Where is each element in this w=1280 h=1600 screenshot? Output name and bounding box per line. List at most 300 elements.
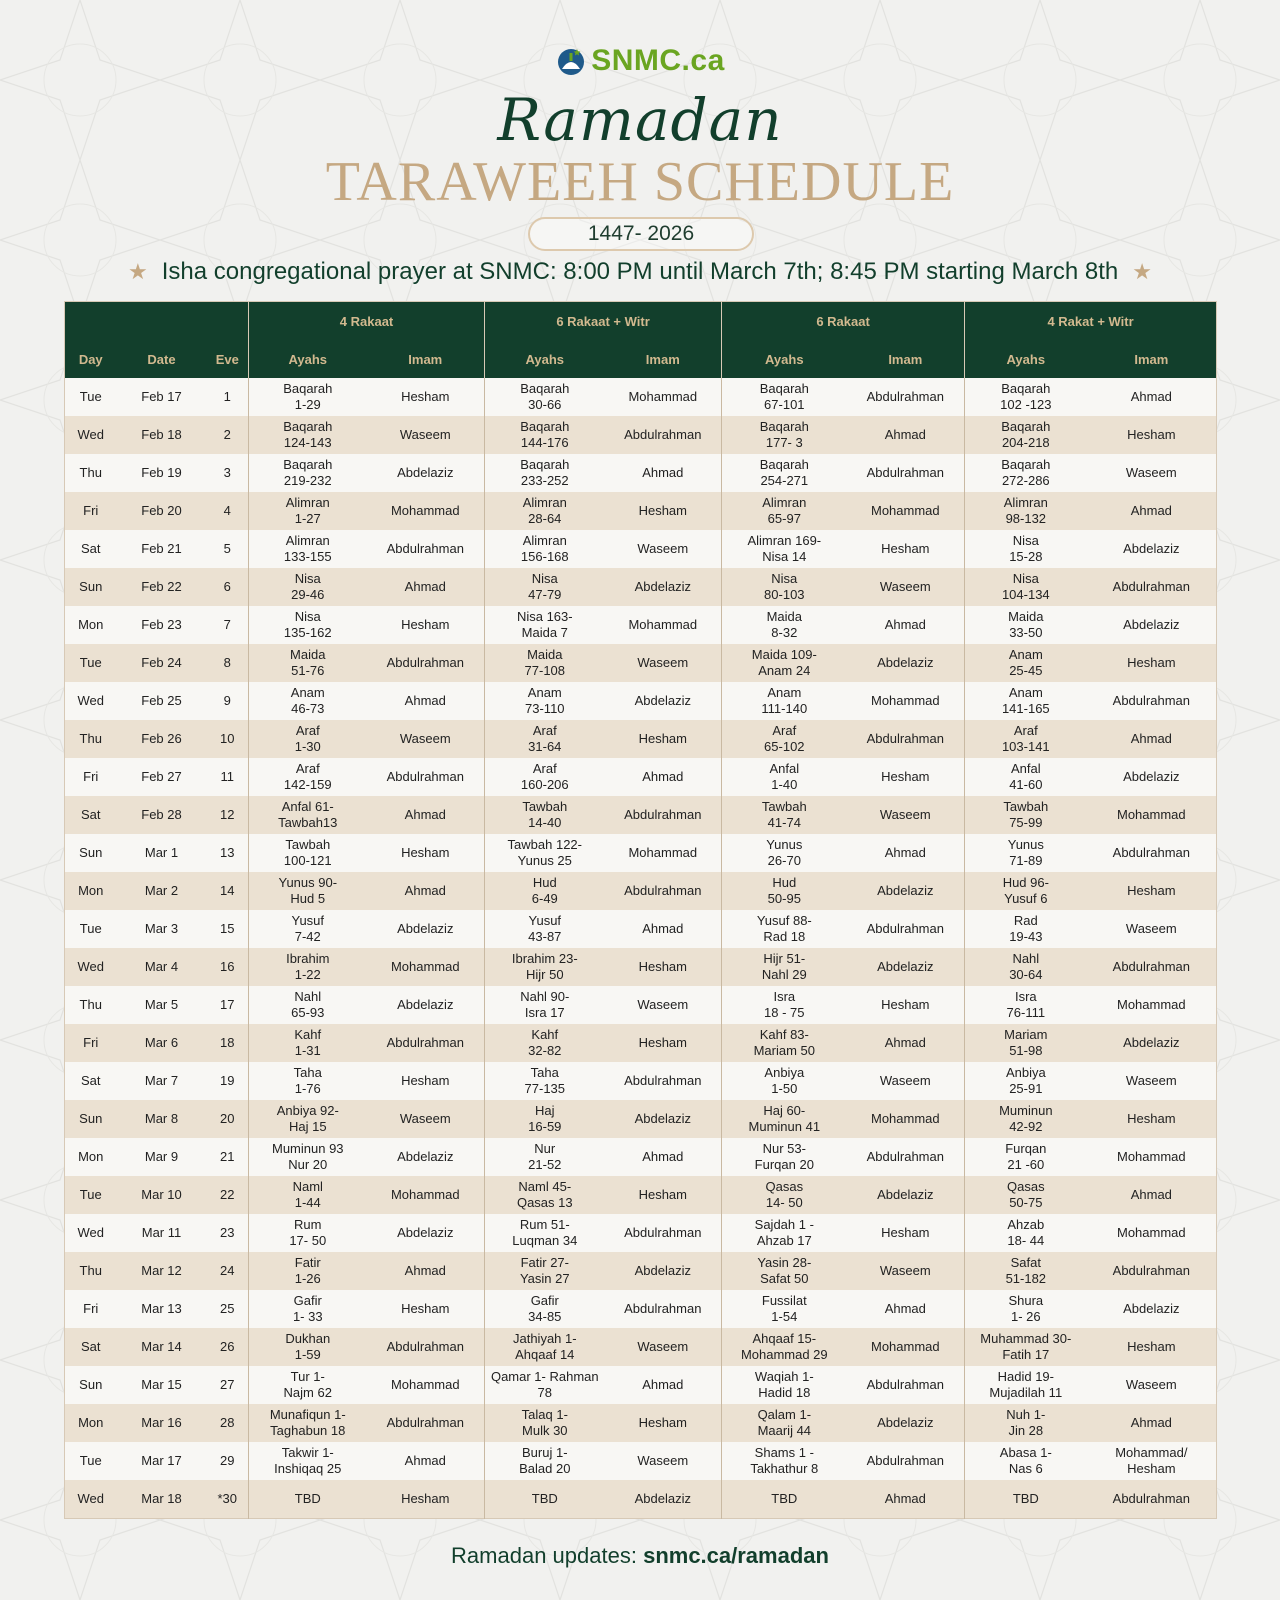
cell-imam: Abdulrahman xyxy=(1087,682,1217,720)
cell-ayahs: Fussilat 1-54 xyxy=(722,1290,847,1328)
column-header-imam: Imam xyxy=(1087,340,1217,378)
cell-ayahs: Yunus 90- Hud 5 xyxy=(249,872,367,910)
cell-ayahs: Alimran 28-64 xyxy=(485,492,605,530)
cell-imam: Hesham xyxy=(847,1214,965,1252)
cell-eve: 10 xyxy=(207,720,249,758)
cell-ayahs: Tawbah 41-74 xyxy=(722,796,847,834)
cell-imam: Mohammad xyxy=(847,682,965,720)
cell-imam: Hesham xyxy=(847,758,965,796)
cell-imam: Waseem xyxy=(605,986,722,1024)
cell-day: Wed xyxy=(65,1214,117,1252)
table-row xyxy=(65,1290,1217,1328)
cell-imam: Waseem xyxy=(367,720,485,758)
cell-day: Sun xyxy=(65,568,117,606)
cell-imam: Ahmad xyxy=(847,834,965,872)
cell-ayahs: Rum 17- 50 xyxy=(249,1214,367,1252)
cell-imam: Hesham xyxy=(367,1480,485,1519)
cell-imam: Abdulrahman xyxy=(847,378,965,416)
cell-imam: Ahmad xyxy=(367,872,485,910)
cell-imam: Hesham xyxy=(367,1290,485,1328)
cell-imam: Abdulrahman xyxy=(605,1062,722,1100)
cell-eve: 20 xyxy=(207,1100,249,1138)
cell-imam: Ahmad xyxy=(367,568,485,606)
cell-ayahs: Tawbah 75-99 xyxy=(965,796,1087,834)
cell-imam: Waseem xyxy=(605,1442,722,1480)
cell-imam: Abdelaziz xyxy=(367,986,485,1024)
cell-ayahs: Maida 109- Anam 24 xyxy=(722,644,847,682)
cell-date: Mar 7 xyxy=(117,1062,207,1100)
isha-notice-text: Isha congregational prayer at SNMC: 8:00 PM until March 7th; 8:45 PM starting March 8th xyxy=(161,258,1119,285)
cell-ayahs: Anbiya 1-50 xyxy=(722,1062,847,1100)
cell-date: Mar 13 xyxy=(117,1290,207,1328)
cell-date: Mar 3 xyxy=(117,910,207,948)
cell-ayahs: Mariam 51-98 xyxy=(965,1024,1087,1062)
cell-day: Tue xyxy=(65,378,117,416)
cell-ayahs: Baqarah 102 -123 xyxy=(965,378,1087,416)
cell-eve: 25 xyxy=(207,1290,249,1328)
table-row xyxy=(65,492,1217,530)
cell-day: Sat xyxy=(65,1062,117,1100)
cell-ayahs: Tawbah 100-121 xyxy=(249,834,367,872)
cell-imam: Ahmad xyxy=(847,416,965,454)
isha-notice xyxy=(0,258,1280,286)
table-row xyxy=(65,1176,1217,1214)
cell-imam: Hesham xyxy=(1087,1328,1217,1366)
table-row xyxy=(65,378,1217,416)
cell-imam: Mohammad xyxy=(605,378,722,416)
cell-eve: 13 xyxy=(207,834,249,872)
cell-ayahs: Qasas 14- 50 xyxy=(722,1176,847,1214)
cell-ayahs: Baqarah 30-66 xyxy=(485,378,605,416)
cell-ayahs: Taha 1-76 xyxy=(249,1062,367,1100)
cell-imam: Ahmad xyxy=(605,758,722,796)
cell-date: Feb 25 xyxy=(117,682,207,720)
cell-imam: Mohammad xyxy=(847,492,965,530)
table-row xyxy=(65,1442,1217,1480)
cell-ayahs: Fatir 27- Yasin 27 xyxy=(485,1252,605,1290)
cell-imam: Ahmad xyxy=(605,910,722,948)
cell-ayahs: Araf 65-102 xyxy=(722,720,847,758)
cell-ayahs: Haj 60- Muminun 41 xyxy=(722,1100,847,1138)
schedule-body xyxy=(65,378,1217,1519)
cell-ayahs: Baqarah 219-232 xyxy=(249,454,367,492)
cell-date: Mar 12 xyxy=(117,1252,207,1290)
cell-imam: Abdelaziz xyxy=(367,1138,485,1176)
cell-imam: Waseem xyxy=(605,530,722,568)
cell-ayahs: Taha 77-135 xyxy=(485,1062,605,1100)
cell-day: Wed xyxy=(65,948,117,986)
cell-imam: Hesham xyxy=(367,378,485,416)
cell-ayahs: Anbiya 92- Haj 15 xyxy=(249,1100,367,1138)
cell-ayahs: Nisa 80-103 xyxy=(722,568,847,606)
cell-ayahs: Anam 73-110 xyxy=(485,682,605,720)
footer xyxy=(0,1543,1280,1569)
cell-day: Tue xyxy=(65,644,117,682)
cell-eve: 5 xyxy=(207,530,249,568)
cell-ayahs: Araf 31-64 xyxy=(485,720,605,758)
cell-imam: Abdulrahman xyxy=(847,910,965,948)
cell-ayahs: Nuh 1- Jin 28 xyxy=(965,1404,1087,1442)
cell-date: Feb 21 xyxy=(117,530,207,568)
cell-imam: Ahmad xyxy=(1087,720,1217,758)
cell-imam: Hesham xyxy=(605,1024,722,1062)
cell-ayahs: Kahf 1-31 xyxy=(249,1024,367,1062)
cell-ayahs: Talaq 1- Mulk 30 xyxy=(485,1404,605,1442)
cell-ayahs: Baqarah 254-271 xyxy=(722,454,847,492)
cell-date: Mar 9 xyxy=(117,1138,207,1176)
group-header: 6 Rakaat + Witr xyxy=(485,302,722,341)
cell-imam: Abdelaziz xyxy=(1087,1024,1217,1062)
cell-imam: Abdelaziz xyxy=(847,1404,965,1442)
cell-imam: Abdulrahman xyxy=(605,872,722,910)
cell-day: Fri xyxy=(65,758,117,796)
cell-eve: 17 xyxy=(207,986,249,1024)
cell-imam: Abdelaziz xyxy=(847,948,965,986)
cell-imam: Abdelaziz xyxy=(847,872,965,910)
cell-imam: Ahmad xyxy=(847,1290,965,1328)
cell-ayahs: Nahl 90- Isra 17 xyxy=(485,986,605,1024)
cell-date: Feb 19 xyxy=(117,454,207,492)
group-header-row xyxy=(65,302,1217,341)
table-row xyxy=(65,1214,1217,1252)
cell-ayahs: Nisa 47-79 xyxy=(485,568,605,606)
cell-ayahs: Haj 16-59 xyxy=(485,1100,605,1138)
cell-ayahs: Nisa 15-28 xyxy=(965,530,1087,568)
cell-imam: Ahmad xyxy=(1087,1176,1217,1214)
cell-imam: Mohammad xyxy=(1087,1138,1217,1176)
cell-day: Sat xyxy=(65,1328,117,1366)
cell-ayahs: Anam 25-45 xyxy=(965,644,1087,682)
cell-day: Wed xyxy=(65,1480,117,1519)
cell-imam: Ahmad xyxy=(605,1138,722,1176)
table-row xyxy=(65,682,1217,720)
column-header-eve: Eve xyxy=(207,340,249,378)
cell-imam: Ahmad xyxy=(367,1252,485,1290)
logo-text: SNMC.ca xyxy=(591,44,725,77)
cell-ayahs: Baqarah 272-286 xyxy=(965,454,1087,492)
cell-ayahs: Yunus 71-89 xyxy=(965,834,1087,872)
cell-ayahs: Safat 51-182 xyxy=(965,1252,1087,1290)
cell-ayahs: Kahf 32-82 xyxy=(485,1024,605,1062)
cell-ayahs: Rum 51- Luqman 34 xyxy=(485,1214,605,1252)
cell-ayahs: Araf 1-30 xyxy=(249,720,367,758)
cell-imam: Abdulrahman xyxy=(847,454,965,492)
cell-ayahs: Yusuf 43-87 xyxy=(485,910,605,948)
cell-day: Wed xyxy=(65,416,117,454)
cell-imam: Abdulrahman xyxy=(605,796,722,834)
cell-imam: Abdulrahman xyxy=(367,530,485,568)
cell-ayahs: Alimran 98-132 xyxy=(965,492,1087,530)
cell-eve: 19 xyxy=(207,1062,249,1100)
cell-imam: Ahmad xyxy=(847,606,965,644)
cell-ayahs: Dukhan 1-59 xyxy=(249,1328,367,1366)
cell-date: Mar 2 xyxy=(117,872,207,910)
cell-imam: Abdulrahman xyxy=(847,720,965,758)
cell-imam: Ahmad xyxy=(1087,1404,1217,1442)
cell-ayahs: Baqarah 177- 3 xyxy=(722,416,847,454)
cell-day: Fri xyxy=(65,1024,117,1062)
cell-ayahs: Alimran 169- Nisa 14 xyxy=(722,530,847,568)
table-row xyxy=(65,454,1217,492)
cell-eve: 18 xyxy=(207,1024,249,1062)
cell-imam: Abdelaziz xyxy=(847,644,965,682)
cell-eve: 11 xyxy=(207,758,249,796)
cell-ayahs: Anam 111-140 xyxy=(722,682,847,720)
cell-date: Mar 16 xyxy=(117,1404,207,1442)
table-row xyxy=(65,758,1217,796)
cell-ayahs: Nahl 30-64 xyxy=(965,948,1087,986)
cell-imam: Hesham xyxy=(1087,1100,1217,1138)
cell-imam: Abdelaziz xyxy=(605,682,722,720)
cell-eve: *30 xyxy=(207,1480,249,1519)
cell-day: Mon xyxy=(65,872,117,910)
cell-day: Sun xyxy=(65,1100,117,1138)
cell-imam: Hesham xyxy=(1087,644,1217,682)
cell-imam: Ahmad xyxy=(1087,492,1217,530)
cell-imam: Abdulrahman xyxy=(367,1328,485,1366)
cell-imam: Abdulrahman xyxy=(1087,1480,1217,1519)
script-title: Ramadan xyxy=(497,86,783,154)
table-row xyxy=(65,1366,1217,1404)
cell-ayahs: Qasas 50-75 xyxy=(965,1176,1087,1214)
cell-imam: Hesham xyxy=(1087,416,1217,454)
cell-imam: Waseem xyxy=(1087,1366,1217,1404)
group-header: 6 Rakaat xyxy=(722,302,965,341)
cell-ayahs: Nur 53- Furqan 20 xyxy=(722,1138,847,1176)
cell-imam: Abdulrahman xyxy=(605,1290,722,1328)
cell-date: Feb 17 xyxy=(117,378,207,416)
table-row xyxy=(65,834,1217,872)
cell-eve: 29 xyxy=(207,1442,249,1480)
cell-imam: Abdulrahman xyxy=(605,1214,722,1252)
cell-day: Fri xyxy=(65,492,117,530)
cell-ayahs: Baqarah 233-252 xyxy=(485,454,605,492)
year-badge: 1447- 2026 xyxy=(528,217,754,251)
cell-eve: 16 xyxy=(207,948,249,986)
cell-imam: Mohammad/ Hesham xyxy=(1087,1442,1217,1480)
cell-eve: 3 xyxy=(207,454,249,492)
cell-date: Mar 6 xyxy=(117,1024,207,1062)
cell-imam: Mohammad xyxy=(847,1328,965,1366)
cell-imam: Hesham xyxy=(367,834,485,872)
cell-imam: Abdulrahman xyxy=(367,1404,485,1442)
cell-imam: Abdelaziz xyxy=(605,1100,722,1138)
page-title: TARAWEEH SCHEDULE xyxy=(325,151,955,213)
table-row xyxy=(65,720,1217,758)
cell-imam: Abdelaziz xyxy=(1087,1290,1217,1328)
cell-ayahs: Shams 1 - Takhathur 8 xyxy=(722,1442,847,1480)
cell-imam: Abdulrahman xyxy=(847,1138,965,1176)
cell-ayahs: Ahzab 18- 44 xyxy=(965,1214,1087,1252)
table-row xyxy=(65,1024,1217,1062)
cell-date: Feb 18 xyxy=(117,416,207,454)
cell-ayahs: Rad 19-43 xyxy=(965,910,1087,948)
brand-logo[interactable] xyxy=(0,44,1280,78)
cell-imam: Waseem xyxy=(847,568,965,606)
table-row xyxy=(65,644,1217,682)
cell-ayahs: Maida 51-76 xyxy=(249,644,367,682)
cell-imam: Abdelaziz xyxy=(605,568,722,606)
table-row xyxy=(65,606,1217,644)
cell-day: Wed xyxy=(65,682,117,720)
cell-date: Feb 22 xyxy=(117,568,207,606)
cell-ayahs: Yunus 26-70 xyxy=(722,834,847,872)
cell-ayahs: Nahl 65-93 xyxy=(249,986,367,1024)
cell-imam: Abdelaziz xyxy=(605,1252,722,1290)
cell-imam: Abdelaziz xyxy=(847,1176,965,1214)
cell-eve: 6 xyxy=(207,568,249,606)
cell-imam: Hesham xyxy=(605,720,722,758)
cell-ayahs: Ahqaaf 15- Mohammad 29 xyxy=(722,1328,847,1366)
column-header-ayahs: Ayahs xyxy=(249,340,367,378)
cell-date: Feb 20 xyxy=(117,492,207,530)
cell-day: Sun xyxy=(65,1366,117,1404)
cell-date: Mar 8 xyxy=(117,1100,207,1138)
table-row xyxy=(65,948,1217,986)
cell-ayahs: Alimran 133-155 xyxy=(249,530,367,568)
cell-imam: Waseem xyxy=(847,1252,965,1290)
table-row xyxy=(65,910,1217,948)
cell-day: Thu xyxy=(65,720,117,758)
cell-ayahs: Naml 1-44 xyxy=(249,1176,367,1214)
cell-date: Mar 4 xyxy=(117,948,207,986)
cell-imam: Mohammad xyxy=(367,1366,485,1404)
cell-imam: Abdulrahman xyxy=(1087,1252,1217,1290)
column-header-row xyxy=(65,340,1217,378)
cell-imam: Waseem xyxy=(1087,1062,1217,1100)
cell-eve: 9 xyxy=(207,682,249,720)
cell-imam: Mohammad xyxy=(1087,986,1217,1024)
cell-day: Mon xyxy=(65,606,117,644)
cell-imam: Waseem xyxy=(605,1328,722,1366)
cell-imam: Ahmad xyxy=(847,1480,965,1519)
cell-ayahs: Yusuf 7-42 xyxy=(249,910,367,948)
cell-date: Feb 27 xyxy=(117,758,207,796)
group-header: 4 Rakaat xyxy=(249,302,485,341)
cell-ayahs: Takwir 1- Inshiqaq 25 xyxy=(249,1442,367,1480)
cell-ayahs: Waqiah 1- Hadid 18 xyxy=(722,1366,847,1404)
table-row xyxy=(65,796,1217,834)
cell-ayahs: Isra 76-111 xyxy=(965,986,1087,1024)
cell-eve: 21 xyxy=(207,1138,249,1176)
cell-ayahs: Araf 103-141 xyxy=(965,720,1087,758)
table-row xyxy=(65,872,1217,910)
cell-date: Mar 14 xyxy=(117,1328,207,1366)
cell-ayahs: Hadid 19- Mujadilah 11 xyxy=(965,1366,1087,1404)
cell-ayahs: Tawbah 122- Yunus 25 xyxy=(485,834,605,872)
cell-imam: Abdulrahman xyxy=(367,644,485,682)
cell-date: Mar 11 xyxy=(117,1214,207,1252)
cell-day: Fri xyxy=(65,1290,117,1328)
cell-ayahs: Yusuf 88- Rad 18 xyxy=(722,910,847,948)
cell-date: Feb 28 xyxy=(117,796,207,834)
cell-eve: 23 xyxy=(207,1214,249,1252)
cell-ayahs: Gafir 1- 33 xyxy=(249,1290,367,1328)
cell-date: Mar 17 xyxy=(117,1442,207,1480)
cell-imam: Hesham xyxy=(367,1062,485,1100)
cell-ayahs: Alimran 156-168 xyxy=(485,530,605,568)
cell-ayahs: Isra 18 - 75 xyxy=(722,986,847,1024)
cell-day: Thu xyxy=(65,986,117,1024)
blank-header-cell xyxy=(65,302,249,341)
cell-day: Sat xyxy=(65,530,117,568)
table-row xyxy=(65,1252,1217,1290)
cell-imam: Hesham xyxy=(367,606,485,644)
cell-ayahs: TBD xyxy=(722,1480,847,1519)
cell-imam: Ahmad xyxy=(847,1024,965,1062)
cell-imam: Abdulrahman xyxy=(847,1442,965,1480)
cell-ayahs: Maida 8-32 xyxy=(722,606,847,644)
cell-ayahs: Anfal 61- Tawbah13 xyxy=(249,796,367,834)
cell-ayahs: Buruj 1- Balad 20 xyxy=(485,1442,605,1480)
cell-date: Mar 18 xyxy=(117,1480,207,1519)
cell-imam: Abdelaziz xyxy=(367,1214,485,1252)
cell-eve: 26 xyxy=(207,1328,249,1366)
cell-ayahs: Maida 33-50 xyxy=(965,606,1087,644)
cell-date: Feb 23 xyxy=(117,606,207,644)
mosque-globe-icon xyxy=(555,45,587,77)
cell-ayahs: Ibrahim 23- Hijr 50 xyxy=(485,948,605,986)
cell-ayahs: Maida 77-108 xyxy=(485,644,605,682)
cell-date: Feb 24 xyxy=(117,644,207,682)
cell-date: Mar 1 xyxy=(117,834,207,872)
cell-ayahs: Ibrahim 1-22 xyxy=(249,948,367,986)
group-header: 4 Rakat + Witr xyxy=(965,302,1217,341)
footer-label: Ramadan updates: xyxy=(451,1543,637,1568)
cell-date: Mar 10 xyxy=(117,1176,207,1214)
cell-ayahs: Anfal 41-60 xyxy=(965,758,1087,796)
cell-imam: Hesham xyxy=(847,530,965,568)
cell-ayahs: Kahf 83- Mariam 50 xyxy=(722,1024,847,1062)
cell-imam: Hesham xyxy=(847,986,965,1024)
cell-imam: Ahmad xyxy=(1087,378,1217,416)
cell-eve: 2 xyxy=(207,416,249,454)
cell-imam: Abdulrahman xyxy=(367,1024,485,1062)
cell-imam: Abdulrahman xyxy=(367,758,485,796)
cell-imam: Waseem xyxy=(1087,454,1217,492)
cell-ayahs: Baqarah 204-218 xyxy=(965,416,1087,454)
cell-ayahs: Baqarah 67-101 xyxy=(722,378,847,416)
cell-imam: Mohammad xyxy=(367,1176,485,1214)
ramadan-updates-link[interactable]: snmc.ca/ramadan xyxy=(643,1543,829,1568)
cell-ayahs: Muhammad 30- Fatih 17 xyxy=(965,1328,1087,1366)
cell-imam: Waseem xyxy=(847,796,965,834)
table-row xyxy=(65,1328,1217,1366)
cell-ayahs: Hud 50-95 xyxy=(722,872,847,910)
cell-ayahs: Hijr 51- Nahl 29 xyxy=(722,948,847,986)
cell-imam: Mohammad xyxy=(1087,1214,1217,1252)
cell-imam: Waseem xyxy=(605,644,722,682)
cell-day: Tue xyxy=(65,910,117,948)
cell-day: Mon xyxy=(65,1138,117,1176)
cell-day: Sun xyxy=(65,834,117,872)
cell-ayahs: Yasin 28- Safat 50 xyxy=(722,1252,847,1290)
cell-eve: 1 xyxy=(207,378,249,416)
cell-ayahs: Baqarah 1-29 xyxy=(249,378,367,416)
cell-imam: Mohammad xyxy=(605,834,722,872)
cell-ayahs: Anam 46-73 xyxy=(249,682,367,720)
cell-eve: 8 xyxy=(207,644,249,682)
cell-ayahs: Nur 21-52 xyxy=(485,1138,605,1176)
cell-day: Mon xyxy=(65,1404,117,1442)
cell-ayahs: Alimran 65-97 xyxy=(722,492,847,530)
cell-imam: Abdulrahman xyxy=(847,1366,965,1404)
column-header-ayahs: Ayahs xyxy=(485,340,605,378)
cell-ayahs: Hud 6-49 xyxy=(485,872,605,910)
cell-ayahs: Shura 1- 26 xyxy=(965,1290,1087,1328)
cell-ayahs: Naml 45- Qasas 13 xyxy=(485,1176,605,1214)
table-row xyxy=(65,530,1217,568)
